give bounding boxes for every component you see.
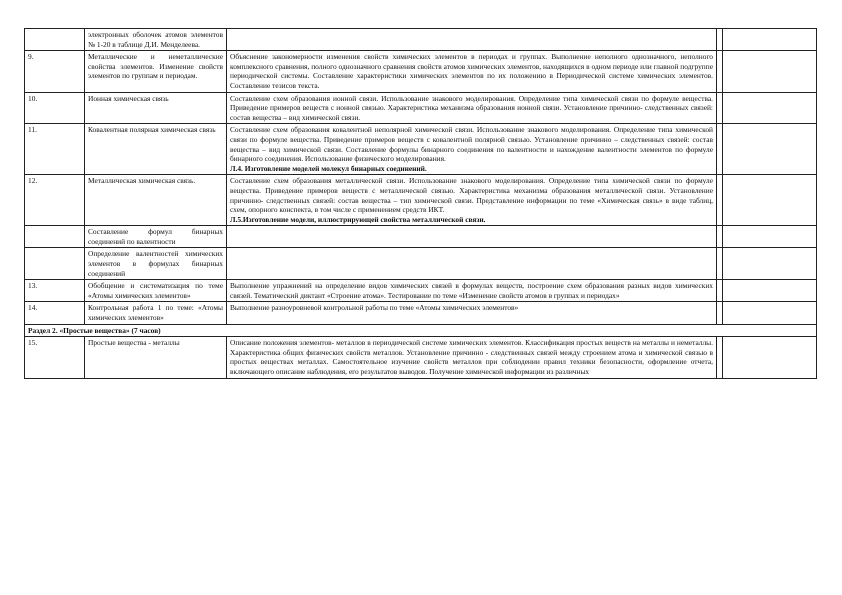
table-row xyxy=(25,29,817,51)
lesson-activity xyxy=(227,175,717,226)
lesson-topic: Ионная химическая связь xyxy=(85,92,227,124)
lesson-activity: Составление схем образования ионной связи. Использование знакового моделирования. Определение типа химической связи по формуле вещества. Приведение примеров веществ с ионной связью. Характеристика механизма образования ионной связи. Установление причинно- следственных связей: состав вещества – вид химической связи. xyxy=(227,92,717,124)
lesson-activity xyxy=(227,124,717,175)
table-row xyxy=(25,175,817,226)
lesson-number: 14. xyxy=(25,302,85,324)
lesson-number: 15. xyxy=(25,337,85,378)
table-row xyxy=(25,51,817,92)
lesson-activity: Описание положения элементов- металлов в периодической системе химических элементов. Классификация простых веществ на металлы и неметаллы. Характеристика общих физических свойств металлов. Установление причинно - следственных связей между строением атома и химической связью в простых веществах металлах. Самостоятельное изучение свойств металлов при соблюдении правил техники безопасности, оформление отчета, включающего описание наблюдения, его результатов выводов. Получение химической информации из различных xyxy=(227,337,717,378)
section-row xyxy=(25,324,817,337)
document-page xyxy=(24,28,816,379)
lesson-number xyxy=(25,248,85,280)
lesson-topic: Определение валентностей химических элементов в формулах бинарных соединений xyxy=(85,248,227,280)
notes-cell xyxy=(723,175,817,226)
notes-cell xyxy=(723,51,817,92)
lesson-plan-table xyxy=(24,28,817,379)
table-row xyxy=(25,248,817,280)
lesson-activity xyxy=(227,29,717,51)
notes-cell xyxy=(723,280,817,302)
table-row xyxy=(25,92,817,124)
lesson-number: 9. xyxy=(25,51,85,92)
lesson-activity: Выполнение разноуровневой контрольной работы по теме «Атомы химических элементов» xyxy=(227,302,717,324)
table-row xyxy=(25,124,817,175)
activity-text: Составление схем образования ковалентной неполярной химической связи. Использование знакового моделирования. Определение типа химической связи по формуле вещества. Приведение примеров веществ с ковалентной полярной связью. Установление причинно – следственных связей: состав вещества – вид химической связи. Составление формулы бинарного соединения по валентности и нахождение валентности элементов по формуле бинарного соединения. Использование физического моделирования. xyxy=(230,125,713,164)
notes-cell xyxy=(723,124,817,175)
lesson-number xyxy=(25,29,85,51)
lesson-number xyxy=(25,226,85,248)
lesson-topic: Металлическая химическая связь. xyxy=(85,175,227,226)
section-heading: Раздел 2. «Простые вещества» (7 часов) xyxy=(25,324,817,337)
lesson-topic: Простые вещества - металлы xyxy=(85,337,227,378)
lesson-topic: Обобщение и систематизация по теме «Атомы химических элементов» xyxy=(85,280,227,302)
notes-cell xyxy=(723,337,817,378)
lesson-topic: электронных оболочек атомов элементов № 1-20 в таблице Д.И. Менделеева. xyxy=(85,29,227,51)
notes-cell xyxy=(723,226,817,248)
lab-work: Л.5.Изготовление модели, иллюстрирующей свойства металлической связи. xyxy=(230,214,486,224)
notes-cell xyxy=(723,248,817,280)
table-row xyxy=(25,280,817,302)
lesson-activity xyxy=(227,226,717,248)
notes-cell xyxy=(723,302,817,324)
lesson-number: 10. xyxy=(25,92,85,124)
activity-text: Составление схем образования металлической связи. Использование знакового моделирования. Определение типа химической связи по формуле вещества. Приведение примеров веществ с металлической связью. Характеристика механизма образования металлической связи. Установление причинно- следственных связей: состав вещества – тип химической связи. Представление информации по теме «Химическая связь» в виде таблиц, схем, опорного конспекта, в том числе с применением средств ИКТ. xyxy=(230,176,713,215)
lesson-number: 13. xyxy=(25,280,85,302)
notes-cell xyxy=(723,29,817,51)
lesson-activity: Объяснение закономерности изменения свойств химических элементов в периодах и группах. Выполнение неполного однозначного, неполного комплексного сравнения, полного однозначного сравнения свойств атомов химических элементов, находящихся в одном периоде или главной подгруппе периодической системы. Составление характеристики химических элементов по их положению в Периодической системе химических элементов. Составление тезисов текста. xyxy=(227,51,717,92)
notes-cell xyxy=(723,92,817,124)
lesson-activity xyxy=(227,248,717,280)
lesson-topic: Контрольная работа 1 по теме: «Атомы химических элементов» xyxy=(85,302,227,324)
table-row xyxy=(25,337,817,378)
lab-work: Л.4. Изготовление моделей молекул бинарных соединений. xyxy=(230,163,427,173)
lesson-activity: Выполнение упражнений на определение видов химических связей в формулах веществ, построение схем образования разных видов химических связей. Тематический диктант «Строение атома». Тестирование по теме «Изменение свойств атомов в группах и периодах» xyxy=(227,280,717,302)
lesson-number: 12. xyxy=(25,175,85,226)
lesson-topic: Составление формул бинарных соединений по валентности xyxy=(85,226,227,248)
table-row xyxy=(25,226,817,248)
lesson-number: 11. xyxy=(25,124,85,175)
lesson-topic: Металлические и неметаллические свойства элементов. Изменение свойств элементов по группам и периодам. xyxy=(85,51,227,92)
table-row xyxy=(25,302,817,324)
lesson-topic: Ковалентная полярная химическая связь xyxy=(85,124,227,175)
